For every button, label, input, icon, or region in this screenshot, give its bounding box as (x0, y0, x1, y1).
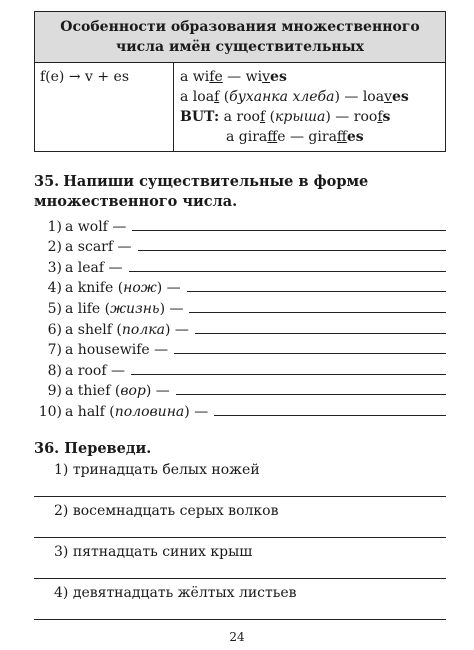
item-text: 4) девятнадцать жёлтых листьев (54, 585, 297, 601)
item-number: 8) (47, 362, 62, 379)
item-word: a housewife — (65, 342, 169, 359)
item-word: a roof — (65, 362, 125, 379)
rule-table-header: Особенности образования множественного числа имён существительных (35, 12, 446, 63)
answer-line[interactable] (34, 537, 446, 538)
answer-line[interactable] (34, 578, 446, 579)
answer-line[interactable] (187, 291, 446, 292)
item-word: a wolf — (65, 218, 127, 235)
exercise-35-title: 35. Напиши существительные в форме множественного числа. (34, 173, 369, 210)
answer-line[interactable] (195, 333, 446, 334)
item-number: 6) (47, 321, 62, 338)
item-number: 5) (47, 300, 62, 317)
item-hint: полка (121, 321, 165, 338)
item-text: 2) восемнадцать серых волков (54, 503, 279, 519)
item-number: 7) (47, 342, 62, 359)
answer-line[interactable] (138, 250, 447, 251)
page-number: 24 (229, 630, 245, 644)
item-word: a life (жизнь) — (65, 300, 184, 317)
exercise-35-item (34, 399, 446, 420)
answer-line[interactable] (214, 415, 446, 416)
exercise-36-item (34, 499, 446, 540)
answer-line[interactable] (176, 394, 446, 395)
example-loaf: a loaf (буханка хлеба) — loaves (180, 89, 409, 105)
exercise-35-item (34, 296, 446, 317)
item-number: 1) (47, 218, 62, 235)
exercise-35-item (34, 255, 446, 276)
item-number: 2) (47, 239, 62, 256)
item-word: a shelf (полка) — (65, 321, 189, 338)
exercise-36-list (34, 458, 446, 622)
item-hint: жизнь (110, 300, 160, 317)
item-text: 1) тринадцать белых ножей (54, 462, 260, 478)
item-text: 3) пятнадцать синих крыш (54, 544, 253, 560)
exercise-36-item (34, 458, 446, 499)
answer-line[interactable] (34, 619, 446, 620)
answer-line[interactable] (174, 353, 446, 354)
item-hint: нож (123, 280, 157, 297)
exercise-36-title: 36. Переведи. (34, 440, 152, 457)
rule-formula: f(e) → v + es (35, 63, 174, 152)
item-number: 10) (38, 403, 62, 420)
rule-table (34, 11, 446, 152)
answer-line[interactable] (129, 271, 446, 272)
answer-line[interactable] (131, 374, 446, 375)
exercise-35-item (34, 317, 446, 338)
exercise-35-item (34, 214, 446, 235)
item-word: a leaf — (65, 259, 123, 276)
item-word: a scarf — (65, 239, 132, 256)
exercise-36-item (34, 581, 446, 622)
exercise-35-list (34, 214, 446, 420)
item-word: a knife (нож) — (65, 280, 181, 297)
exercise-35-item (34, 379, 446, 400)
item-number: 4) (47, 280, 62, 297)
exercise-35-item (34, 338, 446, 359)
item-hint: вор (120, 383, 146, 400)
answer-line[interactable] (34, 496, 446, 497)
example-wife: a wife — wives (180, 69, 287, 85)
exercise-35-item (34, 358, 446, 379)
example-roof: BUT: a roof (крыша) — roofs (180, 109, 391, 125)
answer-line[interactable] (189, 312, 446, 313)
item-number: 3) (47, 259, 62, 276)
rule-examples (174, 63, 446, 152)
item-number: 9) (47, 383, 62, 400)
item-hint: половина (114, 403, 185, 420)
item-word: a thief (вор) — (65, 383, 170, 400)
item-word: a half (половина) — (65, 403, 209, 420)
exercise-36-item (34, 540, 446, 581)
example-giraffe: a giraffe — giraffes (226, 129, 364, 145)
answer-line[interactable] (132, 230, 446, 231)
exercise-35-item (34, 235, 446, 256)
exercise-35-item (34, 276, 446, 297)
